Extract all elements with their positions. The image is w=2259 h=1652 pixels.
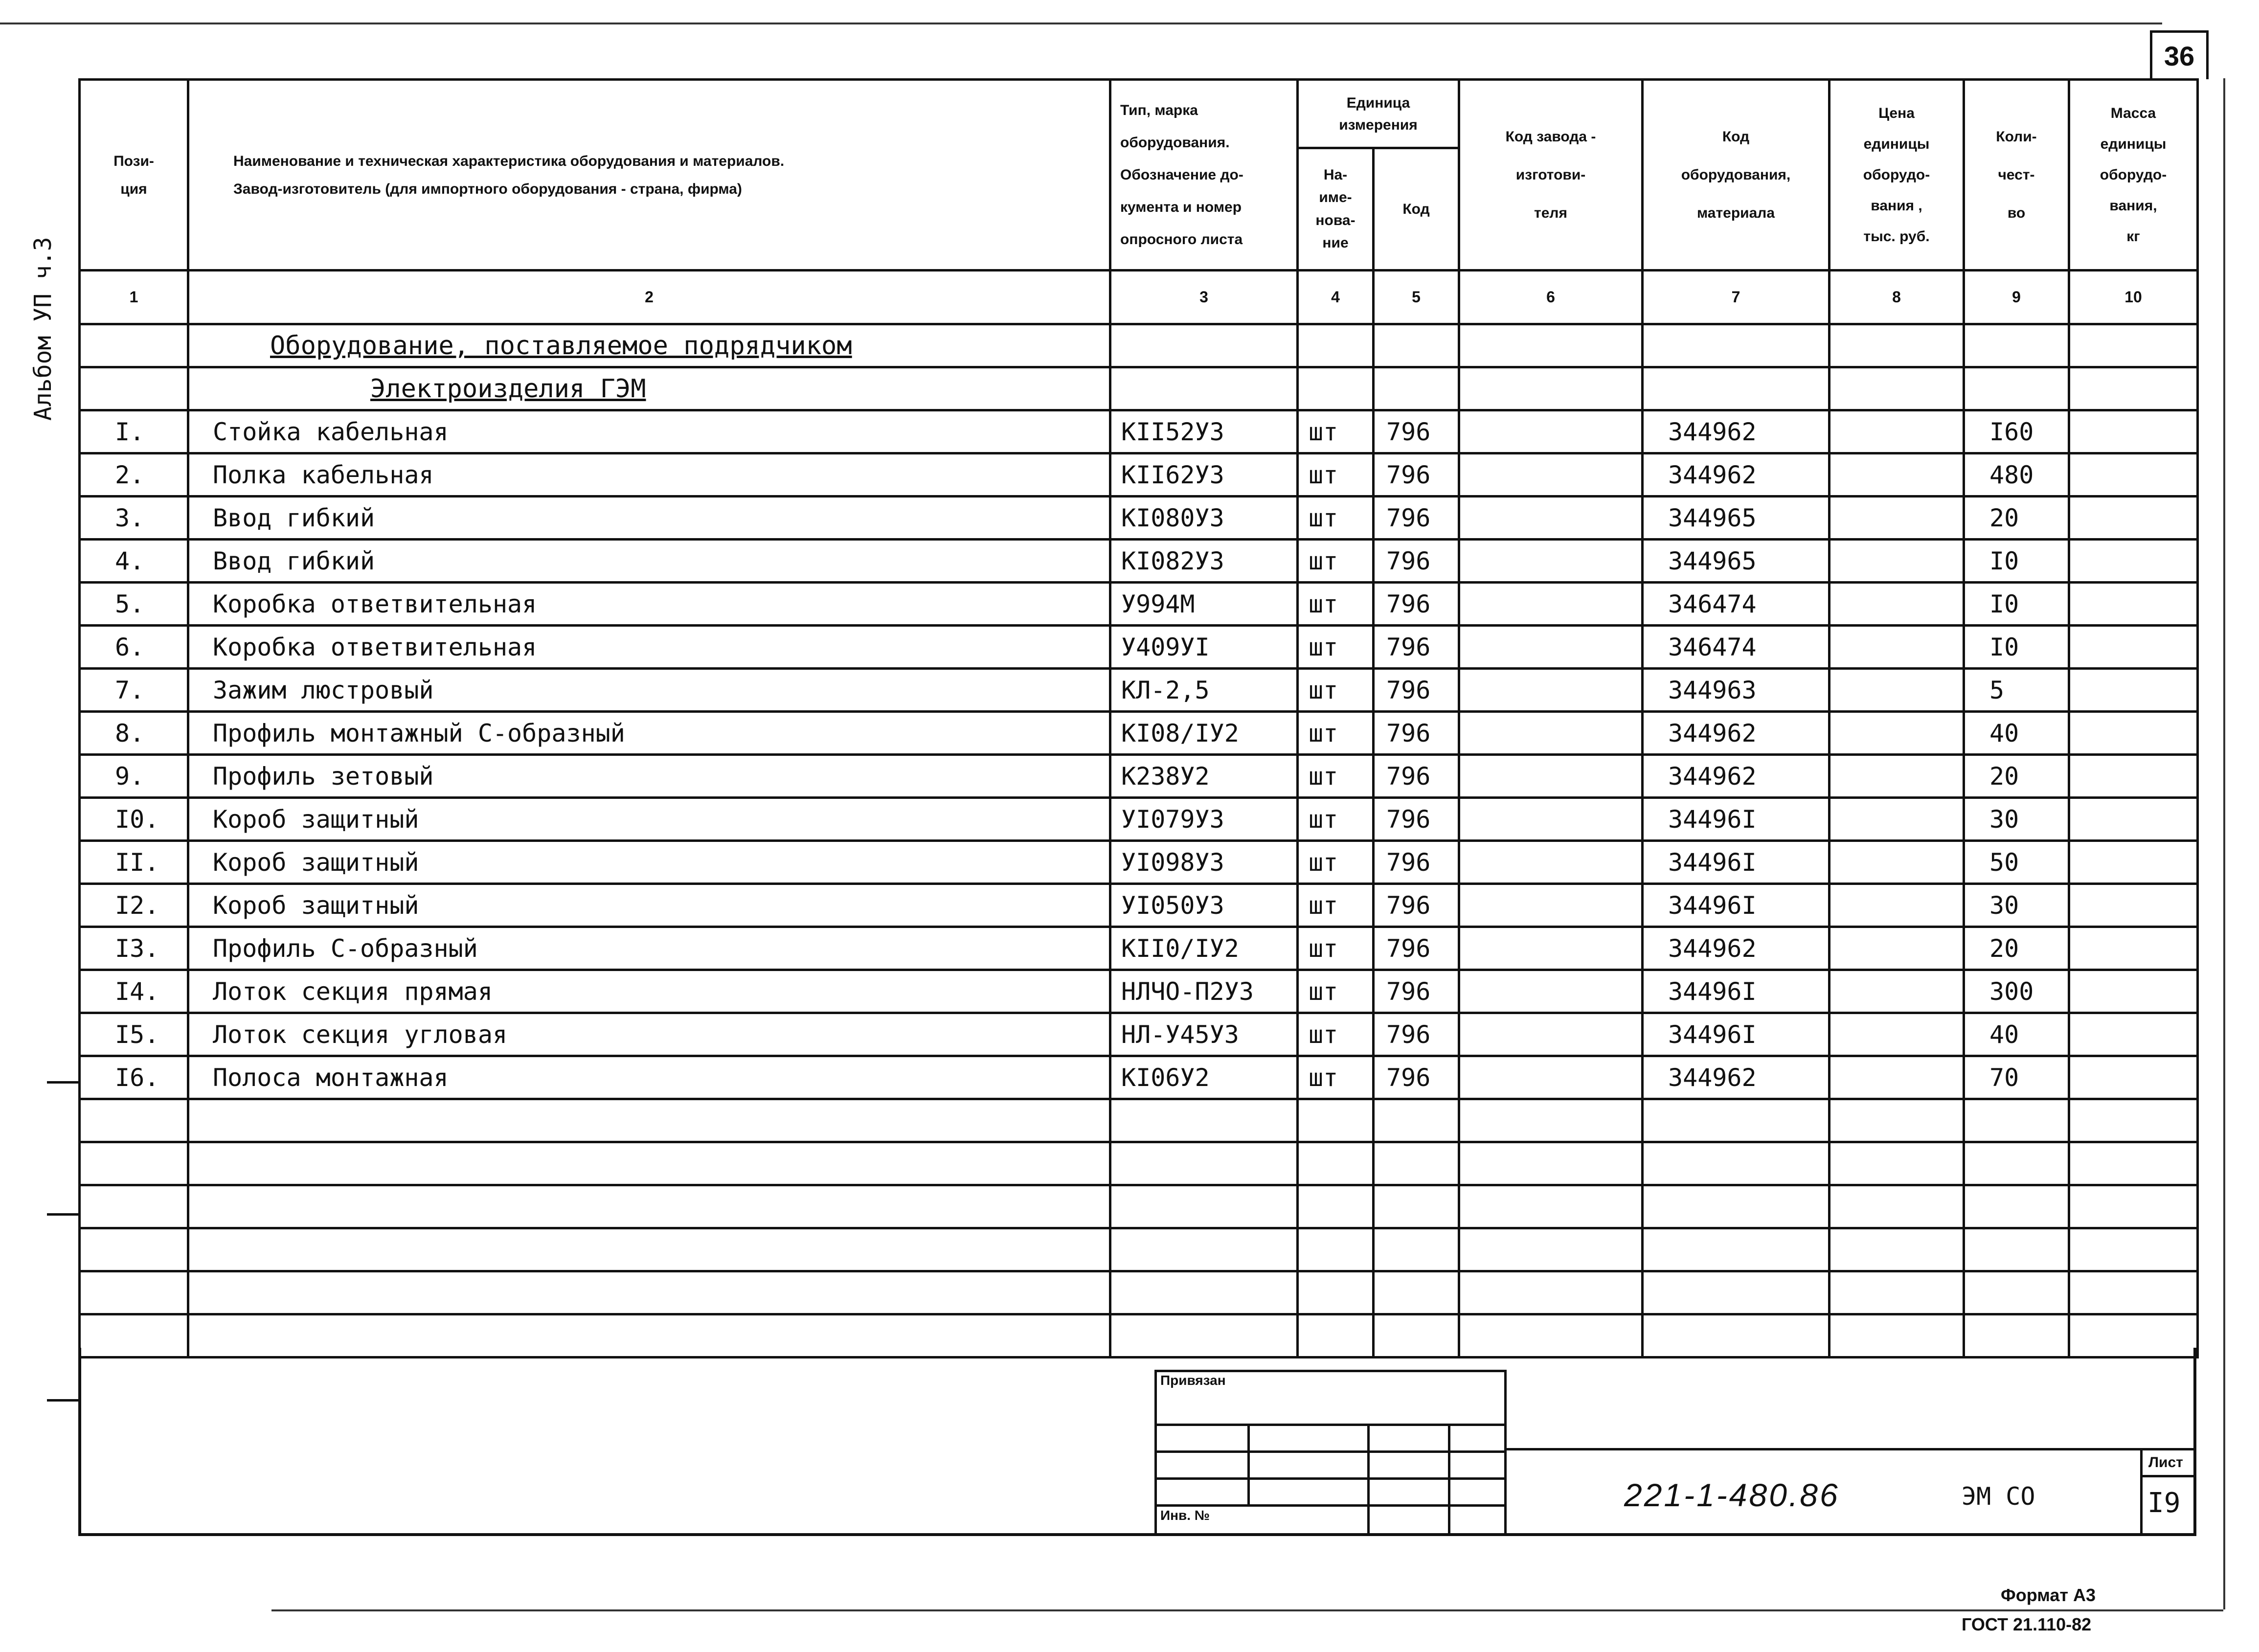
unit-code-cell: 796	[1374, 712, 1459, 755]
unit-code-cell: 796	[1374, 1056, 1459, 1099]
table-row	[80, 410, 2198, 453]
unit-cell: шт	[1298, 453, 1374, 497]
table-row	[80, 669, 2198, 712]
top-rule	[0, 23, 2162, 24]
table-row	[80, 626, 2198, 669]
quantity-cell: 300	[1964, 970, 2069, 1013]
type-cell: УI079У3	[1110, 798, 1298, 841]
margin-tick	[47, 1081, 80, 1084]
factory-code-cell	[1459, 970, 1643, 1013]
equipment-code-cell: 34496I	[1643, 1013, 1830, 1056]
table-row	[80, 712, 2198, 755]
type-cell: НЛ-У45У3	[1110, 1013, 1298, 1056]
quantity-cell: 30	[1964, 884, 2069, 927]
position-cell: I0.	[80, 798, 188, 841]
equipment-code-cell: 344963	[1643, 669, 1830, 712]
page-number: 36	[2150, 30, 2209, 79]
subsection-row	[80, 367, 2198, 410]
name-cell: Коробка ответвительная	[188, 583, 1110, 626]
unit-code-cell: 796	[1374, 927, 1459, 970]
position-cell: I4.	[80, 970, 188, 1013]
quantity-cell: I60	[1964, 410, 2069, 453]
mass-cell	[2069, 1056, 2198, 1099]
factory-code-cell	[1459, 583, 1643, 626]
unit-code-cell: 796	[1374, 970, 1459, 1013]
table-body	[80, 410, 2198, 1099]
price-cell	[1830, 841, 1964, 884]
price-cell	[1830, 927, 1964, 970]
unit-code-cell: 796	[1374, 798, 1459, 841]
unit-cell: шт	[1298, 626, 1374, 669]
position-cell: 9.	[80, 755, 188, 798]
name-cell: Лоток секция прямая	[188, 970, 1110, 1013]
margin-tick	[47, 1213, 80, 1216]
factory-code-cell	[1459, 884, 1643, 927]
header-mass: Масса единицы оборудо- вания, кг	[2069, 80, 2198, 271]
factory-code-cell	[1459, 755, 1643, 798]
mass-cell	[2069, 453, 2198, 497]
privyazan-divider	[1448, 1424, 1450, 1536]
header-quantity: Коли- чест- во	[1964, 80, 2069, 271]
price-cell	[1830, 583, 1964, 626]
quantity-cell: 30	[1964, 798, 2069, 841]
quantity-cell: 40	[1964, 1013, 2069, 1056]
quantity-cell: 20	[1964, 497, 2069, 540]
gost-label: ГОСТ 21.110-82	[1962, 1614, 2092, 1634]
quantity-cell: 5	[1964, 669, 2069, 712]
column-number: 6	[1459, 271, 1643, 324]
table-row	[80, 755, 2198, 798]
equipment-code-cell: 344962	[1643, 453, 1830, 497]
position-cell: 6.	[80, 626, 188, 669]
position-cell: 5.	[80, 583, 188, 626]
privyazan-rule	[1154, 1504, 1507, 1507]
table-row	[80, 453, 2198, 497]
column-number: 8	[1830, 271, 1964, 324]
blank-row	[80, 1099, 2198, 1142]
right-rule	[2223, 78, 2225, 1609]
price-cell	[1830, 970, 1964, 1013]
price-cell	[1830, 497, 1964, 540]
equipment-code-cell: 34496I	[1643, 970, 1830, 1013]
mass-cell	[2069, 927, 2198, 970]
factory-code-cell	[1459, 1013, 1643, 1056]
unit-cell: шт	[1298, 798, 1374, 841]
header-equipment-code: Код оборудования, материала	[1643, 80, 1830, 271]
unit-code-cell: 796	[1374, 841, 1459, 884]
quantity-cell: 20	[1964, 927, 2069, 970]
quantity-cell: 20	[1964, 755, 2069, 798]
blank-row	[80, 1271, 2198, 1314]
position-cell: 8.	[80, 712, 188, 755]
table-row	[80, 884, 2198, 927]
equipment-code-cell: 344962	[1643, 1056, 1830, 1099]
name-cell: Профиль С-образный	[188, 927, 1110, 970]
type-cell: НЛЧО-П2У3	[1110, 970, 1298, 1013]
document-code: 221-1-480.86	[1624, 1477, 1840, 1513]
name-cell: Полоса монтажная	[188, 1056, 1110, 1099]
equipment-code-cell: 344962	[1643, 712, 1830, 755]
factory-code-cell	[1459, 927, 1643, 970]
specification-table	[78, 78, 2199, 1358]
quantity-cell: I0	[1964, 626, 2069, 669]
privyazan-divider	[1247, 1424, 1250, 1504]
position-cell: 2.	[80, 453, 188, 497]
name-cell: Стойка кабельная	[188, 410, 1110, 453]
position-cell: 7.	[80, 669, 188, 712]
sheet-box-rule	[2140, 1475, 2196, 1477]
section-row	[80, 324, 2198, 367]
privyazan-rule	[1154, 1477, 1507, 1480]
equipment-code-cell: 344965	[1643, 540, 1830, 583]
column-number: 7	[1643, 271, 1830, 324]
quantity-cell: 70	[1964, 1056, 2069, 1099]
mass-cell	[2069, 497, 2198, 540]
name-cell: Профиль монтажный С-образный	[188, 712, 1110, 755]
unit-cell: шт	[1298, 884, 1374, 927]
column-number: 9	[1964, 271, 2069, 324]
mass-cell	[2069, 626, 2198, 669]
position-cell: I2.	[80, 884, 188, 927]
unit-code-cell: 796	[1374, 1013, 1459, 1056]
quantity-cell: 480	[1964, 453, 2069, 497]
quantity-cell: I0	[1964, 540, 2069, 583]
unit-cell: шт	[1298, 410, 1374, 453]
margin-tick	[47, 1399, 80, 1402]
table-row	[80, 798, 2198, 841]
factory-code-cell	[1459, 798, 1643, 841]
privyazan-label: Привязан	[1160, 1373, 1226, 1388]
unit-cell: шт	[1298, 712, 1374, 755]
mass-cell	[2069, 798, 2198, 841]
unit-code-cell: 796	[1374, 497, 1459, 540]
factory-code-cell	[1459, 626, 1643, 669]
name-cell: Ввод гибкий	[188, 540, 1110, 583]
position-cell: I6.	[80, 1056, 188, 1099]
title-block-frame	[78, 1348, 2196, 1536]
factory-code-cell	[1459, 1056, 1643, 1099]
name-cell: Зажим люстровый	[188, 669, 1110, 712]
factory-code-cell	[1459, 540, 1643, 583]
name-cell: Короб защитный	[188, 884, 1110, 927]
table-row	[80, 1056, 2198, 1099]
price-cell	[1830, 884, 1964, 927]
type-cell: УI050У3	[1110, 884, 1298, 927]
type-cell: КI080У3	[1110, 497, 1298, 540]
header-unit-name: На- име- нова- ние	[1298, 148, 1374, 271]
unit-code-cell: 796	[1374, 669, 1459, 712]
equipment-code-cell: 344962	[1643, 410, 1830, 453]
factory-code-cell	[1459, 841, 1643, 884]
type-cell: У994М	[1110, 583, 1298, 626]
header-unit-code: Код	[1374, 148, 1459, 271]
header-position: Пози- ция	[80, 80, 188, 271]
header-unit-group: Единица измерения	[1298, 80, 1459, 148]
unit-cell: шт	[1298, 927, 1374, 970]
price-cell	[1830, 1056, 1964, 1099]
price-cell	[1830, 1013, 1964, 1056]
side-label: Альбом УП ч.3	[29, 237, 57, 421]
quantity-cell: I0	[1964, 583, 2069, 626]
mass-cell	[2069, 1013, 2198, 1056]
name-cell: Лоток секция угловая	[188, 1013, 1110, 1056]
mass-cell	[2069, 970, 2198, 1013]
blank-row	[80, 1185, 2198, 1228]
quantity-cell: 40	[1964, 712, 2069, 755]
unit-cell: шт	[1298, 1013, 1374, 1056]
name-cell: Ввод гибкий	[188, 497, 1110, 540]
column-number: 5	[1374, 271, 1459, 324]
unit-code-cell: 796	[1374, 410, 1459, 453]
equipment-code-cell: 344962	[1643, 755, 1830, 798]
factory-code-cell	[1459, 712, 1643, 755]
column-number: 1	[80, 271, 188, 324]
unit-cell: шт	[1298, 497, 1374, 540]
stamp-top-rule	[1507, 1448, 2196, 1450]
unit-cell: шт	[1298, 540, 1374, 583]
name-cell: Короб защитный	[188, 798, 1110, 841]
price-cell	[1830, 410, 1964, 453]
blank-row	[80, 1142, 2198, 1185]
equipment-code-cell: 34496I	[1643, 841, 1830, 884]
unit-cell: шт	[1298, 970, 1374, 1013]
name-cell: Профиль зетовый	[188, 755, 1110, 798]
column-number: 2	[188, 271, 1110, 324]
table-row	[80, 1013, 2198, 1056]
mass-cell	[2069, 884, 2198, 927]
table-row	[80, 927, 2198, 970]
position-cell: II.	[80, 841, 188, 884]
equipment-code-cell: 344962	[1643, 927, 1830, 970]
unit-cell: шт	[1298, 1056, 1374, 1099]
privyazan-rule	[1154, 1450, 1507, 1453]
type-cell: КЛ-2,5	[1110, 669, 1298, 712]
header-name: Наименование и техническая характеристика оборудования и материалов. Завод-изготовитель (для импортного оборудования - страна, фирма)	[188, 80, 1110, 271]
price-cell	[1830, 712, 1964, 755]
type-cell: КII52У3	[1110, 410, 1298, 453]
equipment-code-cell: 344965	[1643, 497, 1830, 540]
document-mark: ЭМ СО	[1962, 1482, 2035, 1511]
type-cell: КI082У3	[1110, 540, 1298, 583]
equipment-code-cell: 34496I	[1643, 884, 1830, 927]
column-number-row	[80, 271, 2198, 324]
position-cell: 4.	[80, 540, 188, 583]
mass-cell	[2069, 583, 2198, 626]
equipment-code-cell: 346474	[1643, 583, 1830, 626]
price-cell	[1830, 669, 1964, 712]
privyazan-rule	[1154, 1424, 1507, 1426]
mass-cell	[2069, 540, 2198, 583]
quantity-cell: 50	[1964, 841, 2069, 884]
factory-code-cell	[1459, 410, 1643, 453]
header-factory-code: Код завода - изготови- теля	[1459, 80, 1643, 271]
blank-row	[80, 1228, 2198, 1271]
table-row	[80, 583, 2198, 626]
unit-code-cell: 796	[1374, 583, 1459, 626]
subsection-title: Электроизделия ГЭМ	[370, 374, 646, 404]
format-label: Формат А3	[2001, 1585, 2096, 1605]
equipment-code-cell: 346474	[1643, 626, 1830, 669]
table-row	[80, 970, 2198, 1013]
price-cell	[1830, 453, 1964, 497]
price-cell	[1830, 626, 1964, 669]
unit-code-cell: 796	[1374, 626, 1459, 669]
unit-code-cell: 796	[1374, 755, 1459, 798]
type-cell: УI098У3	[1110, 841, 1298, 884]
mass-cell	[2069, 669, 2198, 712]
mass-cell	[2069, 712, 2198, 755]
column-number: 3	[1110, 271, 1298, 324]
unit-cell: шт	[1298, 841, 1374, 884]
type-cell: КI08/IУ2	[1110, 712, 1298, 755]
type-cell: У409УI	[1110, 626, 1298, 669]
position-cell: 3.	[80, 497, 188, 540]
price-cell	[1830, 755, 1964, 798]
factory-code-cell	[1459, 669, 1643, 712]
sheet-label: Лист	[2148, 1454, 2183, 1471]
factory-code-cell	[1459, 497, 1643, 540]
inventory-label: Инв. №	[1160, 1508, 1210, 1523]
unit-code-cell: 796	[1374, 884, 1459, 927]
header-price: Цена единицы оборудо- вания , тыс. руб.	[1830, 80, 1964, 271]
unit-cell: шт	[1298, 669, 1374, 712]
bottom-rule	[271, 1609, 2223, 1611]
header-row-1	[80, 80, 2198, 148]
position-cell: I5.	[80, 1013, 188, 1056]
name-cell: Короб защитный	[188, 841, 1110, 884]
unit-cell: шт	[1298, 755, 1374, 798]
position-cell: I3.	[80, 927, 188, 970]
type-cell: КII62У3	[1110, 453, 1298, 497]
table-row	[80, 497, 2198, 540]
type-cell: К238У2	[1110, 755, 1298, 798]
header-type: Тип, марка оборудования. Обозначение до- кумента и номер опросного листа	[1110, 80, 1298, 271]
type-cell: КI06У2	[1110, 1056, 1298, 1099]
unit-code-cell: 796	[1374, 453, 1459, 497]
price-cell	[1830, 540, 1964, 583]
column-number: 4	[1298, 271, 1374, 324]
unit-code-cell: 796	[1374, 540, 1459, 583]
column-number: 10	[2069, 271, 2198, 324]
sheet-number: I9	[2147, 1487, 2181, 1519]
table-row	[80, 540, 2198, 583]
mass-cell	[2069, 841, 2198, 884]
section-title: Оборудование, поставляемое подрядчиком	[270, 331, 852, 361]
unit-cell: шт	[1298, 583, 1374, 626]
name-cell: Коробка ответвительная	[188, 626, 1110, 669]
name-cell: Полка кабельная	[188, 453, 1110, 497]
price-cell	[1830, 798, 1964, 841]
table-row	[80, 841, 2198, 884]
equipment-code-cell: 34496I	[1643, 798, 1830, 841]
mass-cell	[2069, 410, 2198, 453]
type-cell: КII0/IУ2	[1110, 927, 1298, 970]
mass-cell	[2069, 755, 2198, 798]
position-cell: I.	[80, 410, 188, 453]
factory-code-cell	[1459, 453, 1643, 497]
privyazan-divider	[1367, 1424, 1370, 1536]
